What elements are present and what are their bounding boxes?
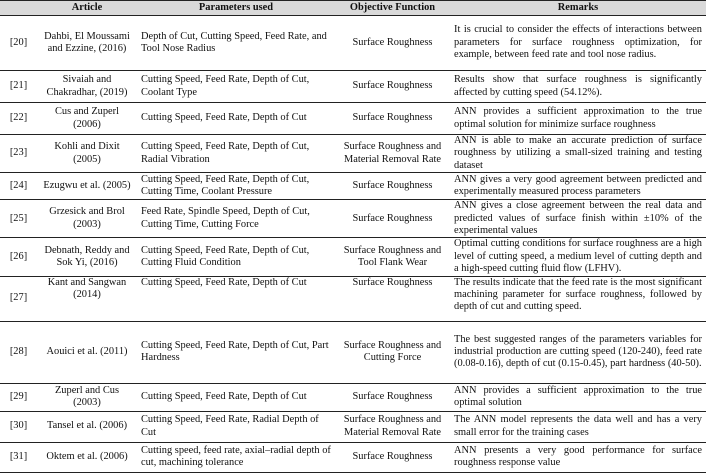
remarks-cell: Optimal cutting conditions for surface roughness are a high level of cutting speed, a medium level of cutting depth and a high-speed cutting fluid flow (LFHV).: [450, 238, 706, 276]
header-row: [0, 1, 706, 16]
table-row: [0, 173, 706, 200]
objective-cell: Surface Roughness: [335, 71, 450, 103]
remarks-cell: The ANN model represents the data well and has a very small error for the training cases: [450, 411, 706, 442]
remarks-cell: ANN provides a sufficient approximation to the true optimal solution: [450, 383, 706, 411]
parameters-cell: Cutting Speed, Feed Rate, Depth of Cut, Cutting Fluid Condition: [137, 238, 335, 276]
remarks-cell: ANN gives a close agreement between the real data and predicted values of surface finish within ±10% of the experimental values: [450, 200, 706, 238]
parameters-cell: Cutting Speed, Feed Rate, Depth of Cut, Part Hardness: [137, 321, 335, 383]
article-cell: Kohli and Dixit (2005): [37, 135, 137, 173]
objective-cell: Surface Roughness and Cutting Force: [335, 321, 450, 383]
parameters-cell: Depth of Cut, Cutting Speed, Feed Rate, and Tool Nose Radius: [137, 16, 335, 71]
table-row: [0, 103, 706, 135]
article-cell: Dahbi, El Moussami and Ezzine, (2016): [37, 16, 137, 71]
remarks-cell: ANN provides a sufficient approximation to the true optimal solution for minimize surface roughness: [450, 103, 706, 135]
table-row: [0, 200, 706, 238]
objective-cell: Surface Roughness: [335, 103, 450, 135]
objective-cell: Surface Roughness and Tool Flank Wear: [335, 238, 450, 276]
objective-cell: Surface Roughness: [335, 276, 450, 321]
article-cell: Cus and Zuperl (2006): [37, 103, 137, 135]
ref-cell: [25]: [0, 200, 37, 238]
remarks-cell: ANN is able to make an accurate prediction of surface roughness by utilizing a small-sized training and testing dataset: [450, 135, 706, 173]
parameters-cell: Cutting Speed, Feed Rate, Depth of Cut, Cutting Time, Coolant Pressure: [137, 173, 335, 200]
objective-cell: Surface Roughness: [335, 200, 450, 238]
remarks-cell: The results indicate that the feed rate is the most significant machining parameter for surface roughness, followed by depth of cut and cutting speed.: [450, 276, 706, 321]
parameters-cell: Feed Rate, Spindle Speed, Depth of Cut, Cutting Time, Cutting Force: [137, 200, 335, 238]
ref-cell: [27]: [0, 276, 37, 321]
objective-cell: Surface Roughness: [335, 173, 450, 200]
ref-cell: [20]: [0, 16, 37, 71]
remarks-cell: It is crucial to consider the effects of interactions between parameters for surface roughness optimization, for example, between feed rate and tool nose radius.: [450, 16, 706, 71]
table-row: [0, 383, 706, 411]
table-row: [0, 442, 706, 472]
article-cell: Tansel et al. (2006): [37, 411, 137, 442]
article-cell: Oktem et al. (2006): [37, 442, 137, 472]
parameters-cell: Cutting Speed, Feed Rate, Depth of Cut, Radial Vibration: [137, 135, 335, 173]
table-row: [0, 16, 706, 71]
article-cell: Aouici et al. (2011): [37, 321, 137, 383]
remarks-cell: The best suggested ranges of the parameters variables for industrial production are cutting speed (120-240), feed rate (0.08-0.16), depth of cut (0.15-0.45), part hardness (40-50).: [450, 321, 706, 383]
header-ref: [0, 1, 37, 16]
table-row: [0, 276, 706, 321]
objective-cell: Surface Roughness: [335, 442, 450, 472]
table-row: [0, 238, 706, 276]
article-cell: Sivaiah and Chakradhar, (2019): [37, 71, 137, 103]
ref-cell: [31]: [0, 442, 37, 472]
table-row: [0, 411, 706, 442]
remarks-cell: Results show that surface roughness is significantly affected by cutting speed (54.12%).: [450, 71, 706, 103]
parameters-cell: Cutting speed, feed rate, axial–radial depth of cut, machining tolerance: [137, 442, 335, 472]
parameters-cell: Cutting Speed, Feed Rate, Depth of Cut, Coolant Type: [137, 71, 335, 103]
article-cell: Debnath, Reddy and Sok Yi, (2016): [37, 238, 137, 276]
objective-cell: Surface Roughness and Material Removal Rate: [335, 135, 450, 173]
ref-cell: [24]: [0, 173, 37, 200]
ref-cell: [22]: [0, 103, 37, 135]
objective-cell: Surface Roughness: [335, 383, 450, 411]
ref-cell: [26]: [0, 238, 37, 276]
ref-cell: [23]: [0, 135, 37, 173]
header-remarks: Remarks: [450, 1, 706, 16]
ref-cell: [28]: [0, 321, 37, 383]
header-objective: Objective Function: [335, 1, 450, 16]
article-cell: Kant and Sangwan (2014): [37, 276, 137, 321]
header-parameters: Parameters used: [137, 1, 335, 16]
remarks-cell: ANN gives a very good agreement between predicted and experimentally measured process parameters: [450, 173, 706, 200]
objective-cell: Surface Roughness and Material Removal Rate: [335, 411, 450, 442]
table-row: [0, 71, 706, 103]
header-article: Article: [37, 1, 137, 16]
ref-cell: [30]: [0, 411, 37, 442]
objective-cell: Surface Roughness: [335, 16, 450, 71]
ref-cell: [21]: [0, 71, 37, 103]
parameters-cell: Cutting Speed, Feed Rate, Depth of Cut: [137, 276, 335, 321]
ref-cell: [29]: [0, 383, 37, 411]
article-cell: Ezugwu et al. (2005): [37, 173, 137, 200]
parameters-cell: Cutting Speed, Feed Rate, Radial Depth of Cut: [137, 411, 335, 442]
remarks-cell: ANN presents a very good performance for surface roughness response value: [450, 442, 706, 472]
parameters-cell: Cutting Speed, Feed Rate, Depth of Cut: [137, 103, 335, 135]
article-cell: Zuperl and Cus (2003): [37, 383, 137, 411]
table-row: [0, 135, 706, 173]
table-row: [0, 321, 706, 383]
parameters-cell: Cutting Speed, Feed Rate, Depth of Cut: [137, 383, 335, 411]
article-cell: Grzesick and Brol (2003): [37, 200, 137, 238]
